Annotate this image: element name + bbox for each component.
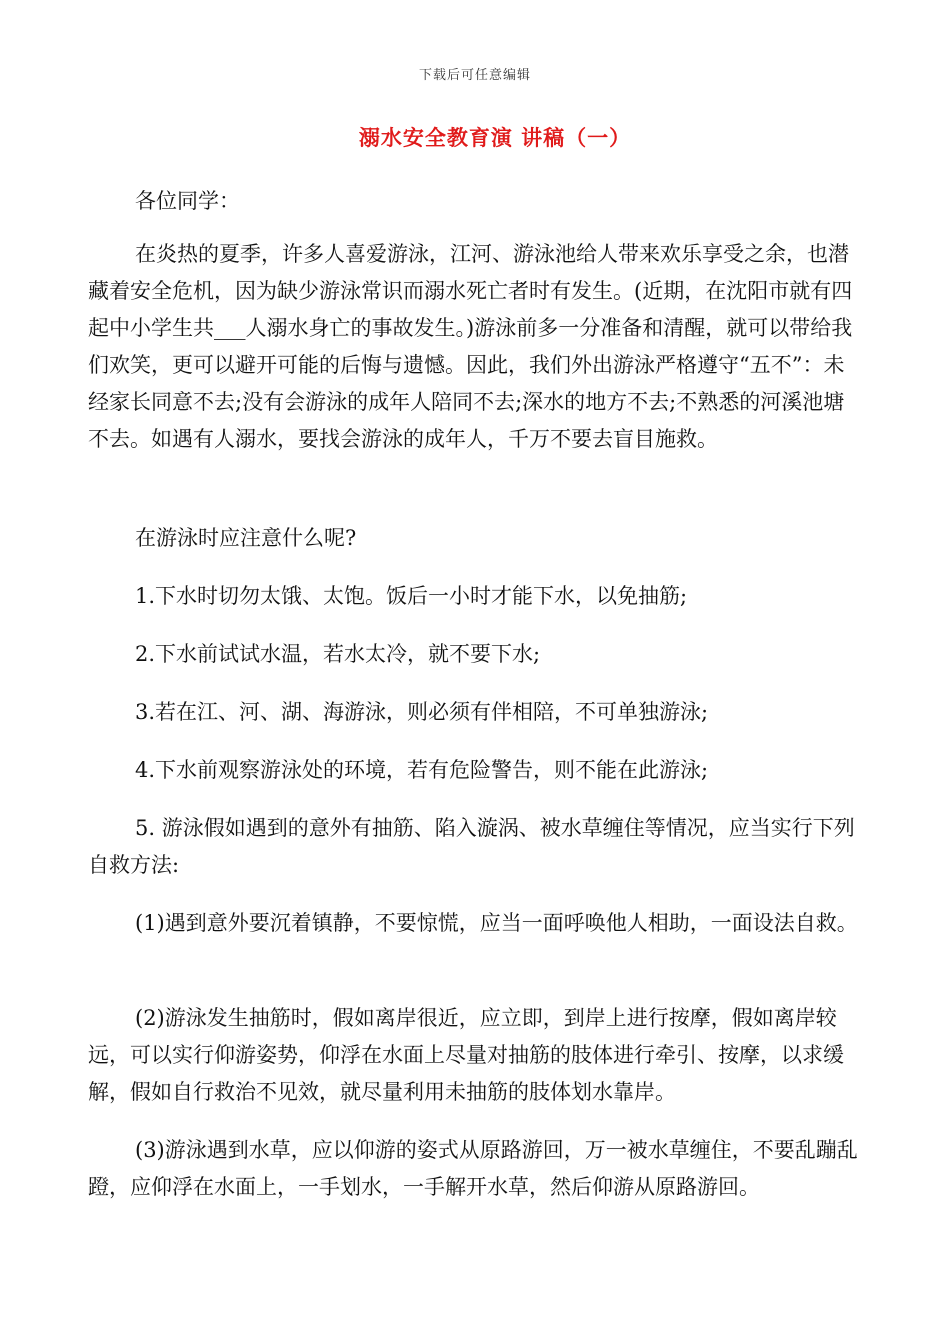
sub-item-2: (2)游泳发生抽筋时，假如离岸很近，应立即，到岸上进行按摩，假如离岸较远，可以实行仰游姿势，仰浮在水面上尽量对抽筋的肢体进行牵引、按摩，以求缓解，假如自行救治不见效，就尽量利用未抽筋的肢体划水靠岸。: [88, 1006, 844, 1104]
list-item-5: 5. 游泳假如遇到的意外有抽筋、陷入漩涡、被水草缠住等情况，应当实行下列自救方法:: [88, 816, 855, 877]
list-item-3: 3.若在江、河、湖、海游泳，则必须有伴相陪，不可单独游泳;: [135, 700, 709, 724]
document-title: 溺水安全教育演 讲稿（一）: [358, 126, 632, 150]
sub-item-3: (3)游泳遇到水草，应以仰游的姿式从原路游回，万一被水草缠住，不要乱蹦乱蹬，应仰浮在水面上，一手划水，一手解开水草，然后仰游从原路游回。: [88, 1138, 858, 1199]
intro-paragraph: 在炎热的夏季，许多人喜爱游泳，江河、游泳池给人带来欢乐享受之余，也潜藏着安全危机，因为缺少游泳常识而溺水死亡者时有发生。(近期，在沈阳市就有四起中小学生共___人溺水身亡的事故发生。)游泳前多一分准备和清醒，就可以带给我们欢笑，更可以避开可能的后悔与遗憾。因此，我们外出游泳严格遵守“五不”：未经家长同意不去;没有会游泳的成年人陪同不去;深水的地方不去;不熟悉的河溪池塘不去。如遇有人溺水，要找会游泳的成年人，千万不要去盲目施救。: [88, 242, 853, 451]
list-item-2: 2.下水前试试水温，若水太冷，就不要下水;: [135, 642, 541, 666]
header-note: 下载后可任意编辑: [418, 68, 531, 83]
question-paragraph: 在游泳时应注意什么呢?: [135, 526, 357, 550]
list-item-1: 1.下水时切勿太饿、太饱。饭后一小时才能下水，以免抽筋;: [135, 584, 688, 608]
list-item-4: 4.下水前观察游泳处的环境，若有危险警告，则不能在此游泳;: [135, 758, 709, 782]
sub-item-1: (1)遇到意外要沉着镇静，不要惊慌，应当一面呼唤他人相助，一面设法自救。: [135, 911, 858, 935]
greeting-paragraph: 各位同学：: [135, 189, 240, 213]
